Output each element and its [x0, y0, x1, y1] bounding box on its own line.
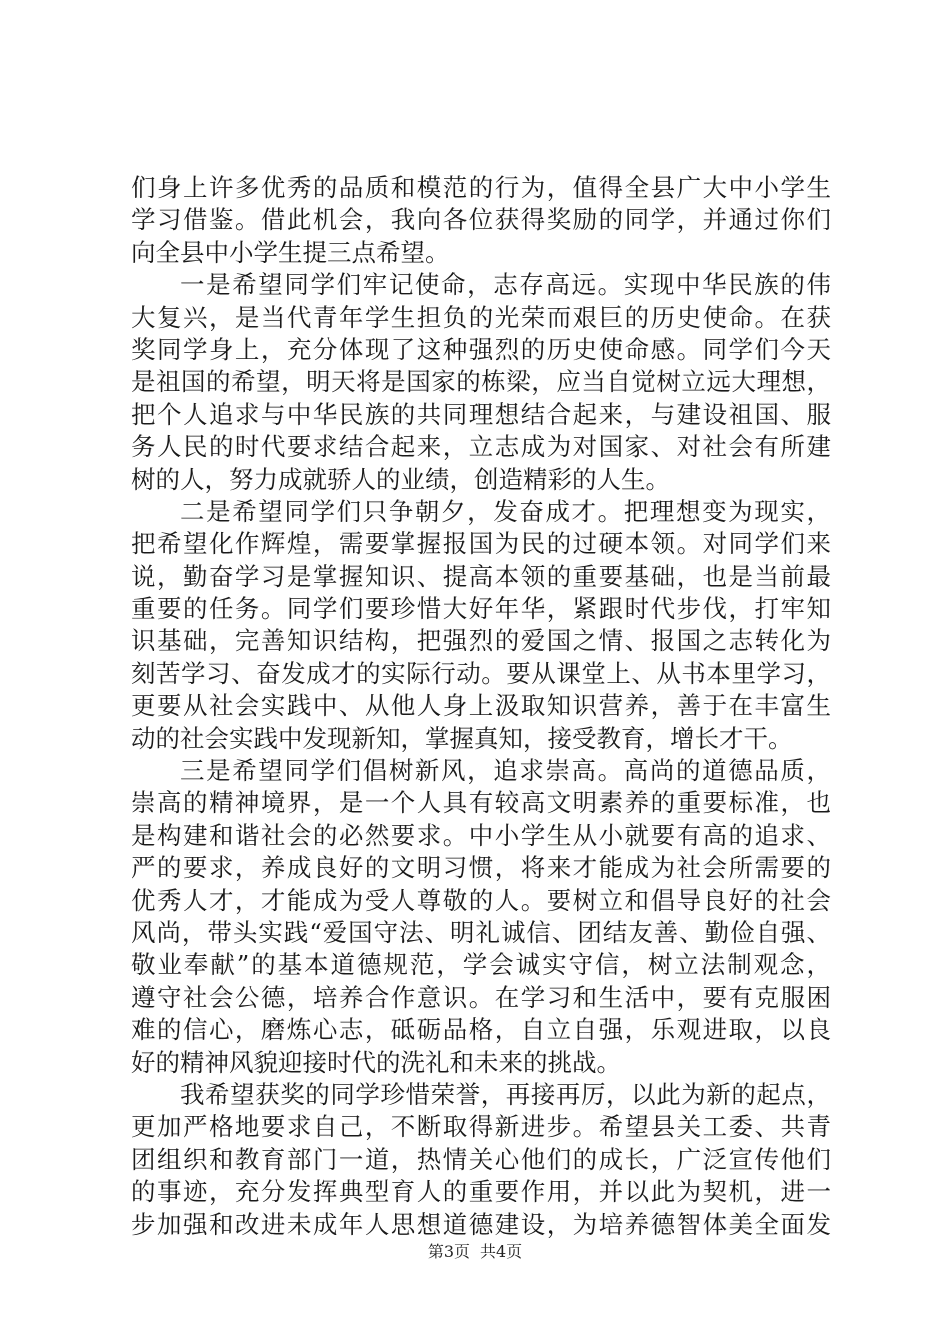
- text-line: 敬业奉献”的基本道德规范，学会诚实守信，树立法制观念，: [131, 950, 831, 980]
- text-line: 团组织和教育部门一道，热情关心他们的成长，广泛宣传他们: [131, 1144, 831, 1174]
- page-footer: [0, 1242, 950, 1262]
- text-line: 学习借鉴。借此机会，我向各位获得奖励的同学，并通过你们: [131, 205, 831, 235]
- text-line: 识基础，完善知识结构，把强烈的爱国之情、报国之志转化为: [131, 626, 831, 656]
- text-line: 的事迹，充分发挥典型育人的重要作用，并以此为契机，进一: [131, 1177, 831, 1207]
- paragraph: [131, 755, 831, 1079]
- page-total: 共4页: [480, 1242, 523, 1261]
- text-line: 更要从社会实践中、从他人身上汲取知识营养，善于在丰富生: [131, 691, 831, 721]
- text-line: 严的要求，养成良好的文明习惯，将来才能成为社会所需要的: [131, 853, 831, 883]
- page-number: 第3页: [427, 1242, 470, 1261]
- text-line: 是构建和谐社会的必然要求。中小学生从小就要有高的追求、: [131, 820, 831, 850]
- text-line: 树的人，努力成就骄人的业绩，创造精彩的人生。: [131, 464, 670, 494]
- text-line: 三是希望同学们倡树新风，追求崇高。高尚的道德品质，: [180, 756, 831, 786]
- paragraph: [131, 172, 831, 269]
- text-line: 把希望化作辉煌，需要掌握报国为民的过硬本领。对同学们来: [131, 529, 831, 559]
- paragraph: [131, 1079, 831, 1241]
- text-line: 说，勤奋学习是掌握知识、提高本领的重要基础，也是当前最: [131, 561, 831, 591]
- text-line: 重要的任务。同学们要珍惜大好年华，紧跟时代步伐，打牢知: [131, 594, 831, 624]
- text-line: 是祖国的希望，明天将是国家的栋梁，应当自觉树立远大理想，: [131, 367, 831, 397]
- text-line: 刻苦学习、奋发成才的实际行动。要从课堂上、从书本里学习，: [131, 658, 831, 688]
- text-line: 们身上许多优秀的品质和模范的行为，值得全县广大中小学生: [131, 173, 831, 202]
- text-line: 优秀人才，才能成为受人尊敬的人。要树立和倡导良好的社会: [131, 885, 831, 915]
- text-line: 二是希望同学们只争朝夕，发奋成才。把理想变为现实，: [180, 496, 831, 526]
- text-line: 崇高的精神境界，是一个人具有较高文明素养的重要标准，也: [131, 788, 831, 818]
- text-line: 务人民的时代要求结合起来，立志成为对国家、对社会有所建: [131, 432, 831, 462]
- text-line: 风尚，带头实践“爱国守法、明礼诚信、团结友善、勤俭自强、: [131, 917, 831, 947]
- text-line: 我希望获奖的同学珍惜荣誉，再接再厉，以此为新的起点，: [180, 1079, 831, 1109]
- paragraph: [131, 269, 831, 496]
- text-line: 更加严格地要求自己，不断取得新进步。希望县关工委、共青: [131, 1112, 831, 1142]
- text-line: 一是希望同学们牢记使命，志存高远。实现中华民族的伟: [180, 270, 831, 300]
- text-line: 大复兴，是当代青年学生担负的光荣而艰巨的历史使命。在获: [131, 302, 831, 332]
- paragraph: [131, 496, 831, 755]
- text-line: 好的精神风貌迎接时代的洗礼和未来的挑战。: [131, 1047, 621, 1077]
- text-line: 步加强和改进未成年人思想道德建设，为培养德智体美全面发: [131, 1209, 831, 1239]
- text-line: 动的社会实践中发现新知，掌握真知，接受教育，增长才干。: [131, 723, 793, 753]
- text-line: 难的信心，磨炼心志，砥砺品格，自立自强，乐观进取，以良: [131, 1015, 831, 1045]
- text-line: 向全县中小学生提三点希望。: [131, 237, 450, 267]
- text-line: 遵守社会公德，培养合作意识。在学习和生活中，要有克服困: [131, 982, 831, 1012]
- text-line: 奖同学身上，充分体现了这种强烈的历史使命感。同学们今天: [131, 334, 831, 364]
- text-line: 把个人追求与中华民族的共同理想结合起来，与建设祖国、服: [131, 399, 831, 429]
- document-body: [131, 172, 831, 1241]
